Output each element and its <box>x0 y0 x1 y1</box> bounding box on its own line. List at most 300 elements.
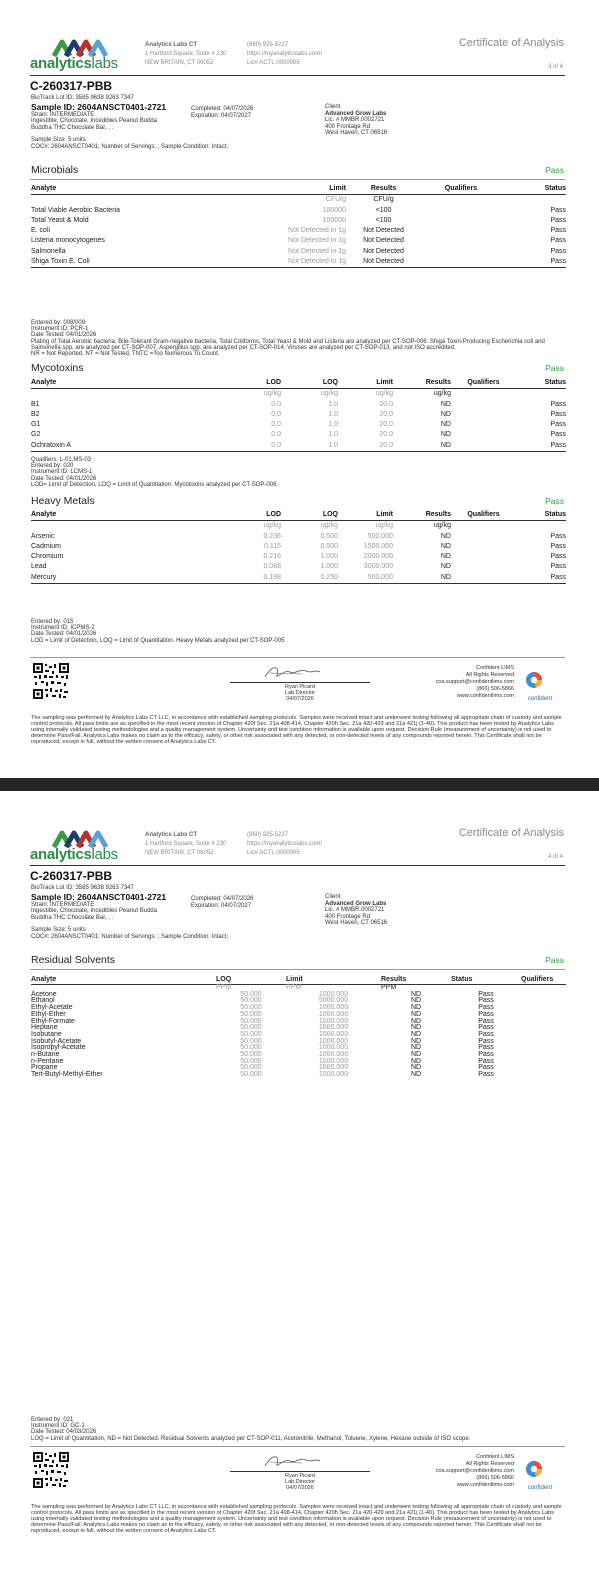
lims-website[interactable]: www.confidentlims.com <box>456 1482 514 1488</box>
table-row <box>31 216 566 226</box>
sample-info <box>31 95 228 151</box>
value-cell: ND <box>410 1037 422 1045</box>
table-row <box>31 542 566 552</box>
sample-info <box>31 885 228 941</box>
value-cell: ND <box>440 542 451 550</box>
value-cell: Not Detected <box>363 227 404 235</box>
confident-wordmark: confident <box>527 696 553 702</box>
analyte-cell: n-Butane <box>31 1051 60 1059</box>
value-cell: 1000.000 <box>318 990 349 998</box>
analyte-cell: Ethanol <box>31 997 55 1005</box>
value-cell <box>421 216 501 226</box>
lims-phone: (866) 506-5866 <box>476 686 514 692</box>
value-cell: ND <box>410 1057 422 1065</box>
dates-block <box>191 106 253 119</box>
value-cell: Pass <box>550 237 566 245</box>
value-cell: 50.000 <box>240 1017 262 1025</box>
value-cell: 50.000 <box>240 1030 262 1038</box>
signatory-date: 04/07/2026 <box>286 696 314 702</box>
value-cell: Pass <box>550 227 566 235</box>
analyte-cell: Ochratoxin A <box>31 441 231 452</box>
value-cell: Pass <box>478 1004 494 1012</box>
signature-line <box>230 682 370 683</box>
analyte-cell: G1 <box>31 421 41 429</box>
value-cell: ND <box>440 563 451 571</box>
value-cell <box>521 1059 566 1066</box>
client-name: Advanced Grow Labs <box>325 110 387 117</box>
product-name: Buddha THC Chocolate Bar, , . <box>31 914 114 921</box>
residual-solvents-pass: Pass <box>545 955 564 965</box>
value-cell <box>521 998 566 1005</box>
value-cell: Pass <box>478 1030 494 1038</box>
value-cell: 0.088 <box>263 563 281 571</box>
sample-code: C-260317-PBB <box>30 869 113 883</box>
value-cell: ND <box>410 1010 422 1018</box>
value-cell <box>521 1025 566 1032</box>
column-header: Analyte <box>31 184 271 195</box>
lab-address-1: 1 Hartford Square, Suite # 230 <box>145 51 227 57</box>
value-cell: ND <box>440 421 451 429</box>
analyte-cell: Acetone <box>31 990 57 998</box>
lab-contact-block <box>247 41 322 68</box>
value-cell: 100000 <box>322 216 346 224</box>
value-cell: Pass <box>550 206 566 214</box>
table-row <box>31 573 566 584</box>
value-cell: Pass <box>550 410 566 418</box>
value-cell: ND <box>410 1024 422 1032</box>
biotrack-id: BioTrack Lot ID: 3585 9638 9263 7347 <box>31 885 134 891</box>
solvents-rule <box>30 969 565 970</box>
unit-cell: ug/kg <box>263 522 281 530</box>
note-line: Date Tested: 04/01/2026 <box>31 332 97 339</box>
value-cell: 1000.000 <box>318 1030 349 1038</box>
value-cell: 1000.000 <box>318 1057 349 1065</box>
value-cell: Pass <box>516 441 566 452</box>
value-cell: ND <box>410 1071 422 1079</box>
signatory-title: Lab Director <box>285 690 315 696</box>
table-row <box>31 552 566 562</box>
value-cell <box>521 1032 566 1039</box>
signature-image <box>262 663 322 683</box>
logo-word-a: analytics <box>30 846 92 863</box>
unit-cell <box>451 389 516 400</box>
client-label: Client <box>325 894 341 900</box>
column-header: Qualifiers <box>451 510 516 521</box>
value-cell <box>521 1065 566 1072</box>
sample-id: Sample ID: 2604ANSCT0401-2721 <box>31 891 167 902</box>
lab-license: Lic# ACTL.0000005 <box>247 850 300 856</box>
column-header: Analyte <box>31 975 216 985</box>
value-cell <box>521 1045 566 1052</box>
table-row <box>31 206 566 216</box>
coa-page-3 <box>0 0 599 778</box>
value-cell: Pass <box>550 542 566 550</box>
value-cell: 0.236 <box>263 532 281 540</box>
value-cell: Pass <box>550 532 566 540</box>
value-cell: 50.000 <box>240 1010 262 1018</box>
value-cell: Pass <box>550 563 566 571</box>
lims-line-1: Confident LIMS <box>476 665 514 671</box>
confident-wordmark: confident <box>527 1485 553 1491</box>
note-line: Qualifiers: L-01,MS-03 <box>31 457 92 463</box>
completed-date: Completed: 04/07/2026 <box>191 896 254 902</box>
analyte-cell: Mercury <box>31 573 231 584</box>
analyte-cell: Chromium <box>31 553 64 561</box>
value-cell: ND <box>410 1051 422 1059</box>
value-cell: 50.000 <box>240 1064 262 1072</box>
lab-phone: (860) 925-5227 <box>247 832 289 838</box>
table-row <box>31 562 566 572</box>
value-cell: 20.0 <box>338 441 393 452</box>
analyte-cell: n-Pentane <box>31 1057 64 1065</box>
value-cell: 1.000 <box>320 553 338 561</box>
signatory-block <box>260 684 340 702</box>
client-block <box>325 894 387 927</box>
microbials-pass: Pass <box>545 165 564 175</box>
lab-license: Lic# ACTL.0000005 <box>247 60 300 66</box>
analyte-cell: B1 <box>31 400 40 408</box>
value-cell: 1.0 <box>328 431 338 439</box>
lims-website[interactable]: www.confidentlims.com <box>456 693 514 699</box>
unit-cell <box>31 389 231 400</box>
value-cell: Pass <box>478 1044 494 1052</box>
value-cell <box>451 532 516 542</box>
value-cell <box>451 420 516 430</box>
sample-code: C-260317-PBB <box>30 79 113 93</box>
value-cell: 500.000 <box>367 532 393 540</box>
column-header: Limit <box>271 184 346 195</box>
value-cell: Pass <box>478 997 494 1005</box>
value-cell <box>451 542 516 552</box>
lims-line-2: All Rights Reserved <box>465 672 514 678</box>
note-line: LOD= Limit of Detection, LOQ = Limit of Quantitation. Mycotoxins analyzed per CT-SOP-008. <box>31 481 279 488</box>
value-cell: 1.0 <box>328 421 338 429</box>
value-cell: 50.000 <box>240 1004 262 1012</box>
unit-cell: ug/kg <box>433 390 451 398</box>
value-cell: 0.500 <box>320 542 338 550</box>
mycotoxins-title: Mycotoxins <box>31 362 84 374</box>
value-cell: 0.500 <box>320 532 338 540</box>
analyte-cell: Arsenic <box>31 532 55 540</box>
note-line: LOQ = Limit of Quantitation, ND = Not Detected. Residual Solvents analyzed per CT-SOP-011, Acetonitrile, Methanol, Toluene, Xylene, Hexane outside of ISO scope. <box>31 1435 471 1442</box>
lims-phone: (866) 506-5866 <box>476 1475 514 1481</box>
unit-cell <box>31 985 216 992</box>
analyte-cell: Listeria monocytogenes <box>31 237 105 245</box>
heavy-metals-title: Heavy Metals <box>31 495 95 507</box>
note-line: Date Tested: 04/03/2026 <box>31 1429 97 1436</box>
lab-contact-block <box>247 831 322 858</box>
analyte-cell: B2 <box>31 410 40 418</box>
value-cell <box>521 1039 566 1046</box>
value-cell <box>521 1019 566 1026</box>
lab-phone: (860) 925-5227 <box>247 42 289 48</box>
value-cell <box>421 206 501 216</box>
analyte-cell: Propane <box>31 1064 58 1072</box>
value-cell: 50.000 <box>240 1044 262 1052</box>
footer-rule <box>30 657 565 658</box>
value-cell <box>521 992 566 999</box>
table-row <box>31 247 566 257</box>
value-cell: 0.188 <box>231 573 281 584</box>
value-cell: ND <box>410 1064 422 1072</box>
note-line: NR = Not Reported, NT = Not Tested, TNTC =Too Numerous To Count. <box>31 351 220 358</box>
column-header: LOQ <box>281 378 338 389</box>
value-cell: Pass <box>516 573 566 584</box>
analyte-cell: Shiga Toxin E. Coli <box>31 257 271 268</box>
residual-solvents-title: Residual Solvents <box>31 954 116 966</box>
client-block <box>325 104 387 137</box>
value-cell: 1000.000 <box>318 1071 349 1079</box>
value-cell: 1000.000 <box>318 1010 349 1018</box>
lab-address-2: NEW BRITAIN, CT 06052 <box>145 60 214 66</box>
column-header: Limit <box>338 378 393 389</box>
unit-cell: CFU/g <box>373 196 394 204</box>
value-cell <box>521 1012 566 1019</box>
value-cell: ND <box>410 997 422 1005</box>
qr-code-icon[interactable] <box>33 663 69 699</box>
analyte-cell: Ethyl-Acetate <box>31 1004 73 1012</box>
strain: Strain: INTERMEDIATE <box>31 111 95 118</box>
analyte-cell: Isobutyl-Acetate <box>31 1037 82 1045</box>
table-row <box>31 532 566 542</box>
value-cell: 500.000 <box>338 573 393 584</box>
value-cell: 0.0 <box>271 410 281 418</box>
mycotoxins-table <box>31 378 566 452</box>
value-cell: ND <box>440 553 451 561</box>
value-cell <box>451 573 516 584</box>
note-line: Instrument ID: PCR-1 <box>31 326 89 333</box>
residual-solvents-notes <box>31 1417 566 1442</box>
signatory-title: Lab Director <box>285 1479 315 1485</box>
value-cell: 1.0 <box>281 441 338 452</box>
analyte-cell: Tert-Butyl-Methyl-Ether <box>31 1071 103 1079</box>
value-cell: ND <box>440 532 451 540</box>
doc-title: Certificate of Analysis <box>458 827 564 839</box>
value-cell <box>421 257 501 268</box>
value-cell: Not Detected <box>363 237 404 245</box>
value-cell: ND <box>410 1004 422 1012</box>
table-row <box>31 410 566 420</box>
units-row <box>31 195 566 206</box>
value-cell: Pass <box>550 247 566 255</box>
value-cell: Pass <box>550 421 566 429</box>
unit-cell: ug/kg <box>263 390 281 398</box>
lims-contact <box>436 1454 514 1489</box>
value-cell: 20.0 <box>379 410 393 418</box>
lab-website[interactable]: https://myanalyticslabs.com/ <box>247 51 323 57</box>
value-cell: 0.0 <box>271 431 281 439</box>
column-header: Results <box>346 184 421 195</box>
unit-cell: ug/kg <box>320 522 338 530</box>
value-cell: ND <box>410 1017 422 1025</box>
table-row <box>31 441 566 452</box>
value-cell: ND <box>440 410 451 418</box>
column-header: Limit <box>338 510 393 521</box>
heavy-metals-pass: Pass <box>545 496 564 506</box>
microbials-notes <box>31 320 566 357</box>
confident-logo <box>524 670 556 702</box>
value-cell: 50.000 <box>240 1051 262 1059</box>
column-header: Status <box>516 510 566 521</box>
product-name: Buddha THC Chocolate Bar, , . <box>31 124 114 131</box>
mycotoxins-notes <box>31 457 566 488</box>
column-header: Status <box>501 184 566 195</box>
value-cell: ND <box>410 990 422 998</box>
sample-size: Sample Size: 5 units <box>31 927 86 934</box>
confident-logo-icon <box>524 1459 544 1479</box>
unit-cell <box>501 195 566 206</box>
table-row <box>31 226 566 236</box>
unit-cell: ug/kg <box>375 522 393 530</box>
analyte-cell: Cadmium <box>31 542 61 550</box>
value-cell <box>451 410 516 420</box>
value-cell: <100 <box>375 206 392 214</box>
client-license: Lic. # MMBR.0002721 <box>325 907 385 914</box>
value-cell: <100 <box>375 216 392 224</box>
table-header-row <box>31 184 566 195</box>
lims-line-2: All Rights Reserved <box>465 1461 514 1467</box>
lab-website[interactable]: https://myanalyticslabs.com/ <box>247 841 323 847</box>
lims-contact <box>436 665 514 700</box>
analyte-cell: Ethyl-Formate <box>31 1017 75 1025</box>
page-separator <box>0 778 599 791</box>
unit-cell: ug/kg <box>320 390 338 398</box>
value-cell: 1.0 <box>328 400 338 408</box>
value-cell: 50.000 <box>240 997 262 1005</box>
value-cell: Pass <box>478 1010 494 1018</box>
client-street: 400 Frontage Rd <box>325 123 371 130</box>
note-line: Date Tested: 04/01/2026 <box>31 631 97 638</box>
lims-line-1: Confident LIMS <box>476 1454 514 1460</box>
value-cell: Pass <box>478 990 494 998</box>
unit-cell <box>516 521 566 532</box>
unit-cell: PPM <box>216 984 232 991</box>
sample-size: Sample Size: 5 units <box>31 137 86 144</box>
page-number: 3 of 4 <box>547 64 563 70</box>
column-header: LOD <box>231 378 281 389</box>
analyte-cell: Total Viable Aerobic Bacteria <box>31 206 120 214</box>
note-line: Entered by: 008/009 <box>31 320 86 326</box>
product-type: Ingestible, Chocolate, Incedibles Peanut Budda <box>31 118 158 125</box>
lab-address-block <box>145 831 226 858</box>
column-header: Results <box>393 378 451 389</box>
value-cell: Pass <box>550 216 566 224</box>
signatory-date: 04/07/2026 <box>286 1485 314 1491</box>
value-cell: 3000.000 <box>363 563 393 571</box>
client-license: Lic. # MMBR.0002721 <box>325 117 385 124</box>
table-row <box>31 430 566 440</box>
column-header: Analyte <box>31 510 231 521</box>
sample-id: Sample ID: 2604ANSCT0401-2721 <box>31 101 167 112</box>
column-header: Qualifiers <box>521 975 566 985</box>
value-cell: 50.000 <box>240 1057 262 1065</box>
value-cell: Pass <box>478 1017 494 1025</box>
value-cell <box>451 430 516 440</box>
footer-rule <box>30 1446 565 1447</box>
analyte-cell: G2 <box>31 431 41 439</box>
value-cell: ND <box>440 400 451 408</box>
value-cell: 1000.000 <box>318 1017 349 1025</box>
column-header: Status <box>451 975 521 985</box>
value-cell: 1500.000 <box>363 542 393 550</box>
note-line: Instrument ID: GC-1 <box>31 1423 85 1430</box>
value-cell: 1000.000 <box>318 1064 349 1072</box>
value-cell: 50.000 <box>240 1037 262 1045</box>
table-row <box>31 1072 566 1079</box>
value-cell: 1000.000 <box>318 1044 349 1052</box>
lab-address-block <box>145 41 226 68</box>
table-header-row <box>31 378 566 389</box>
client-city: West Haven, CT 06516 <box>325 920 388 927</box>
value-cell: 1000.000 <box>318 1051 349 1059</box>
microbials-table <box>31 184 566 268</box>
heavy-metals-table <box>31 510 566 584</box>
completed-date: Completed: 04/07/2026 <box>191 106 254 112</box>
value-cell: ND <box>410 1030 422 1038</box>
value-cell: ND <box>393 441 451 452</box>
lab-name: Analytics Labs CT <box>145 42 198 48</box>
qr-code-icon[interactable] <box>33 1452 69 1488</box>
header-divider <box>30 865 565 866</box>
value-cell: 50.000 <box>240 1024 262 1032</box>
column-header: Qualifiers <box>421 184 501 195</box>
logo-word-b: labs <box>91 846 118 863</box>
disclaimer: The sampling was performed by Analytics Labs CT LLC, in accordance with established sampling protocols. Samples were received intact and underwent testing following all appropriate chain of custody and sample control protocols. All pass limits are as specified in the most recent version of Chapter 420f Sec. 21a 408-414, Chapter 420h Sec. 21a 420-429 and 21a 421j (1-40). This product has been tested by Analytics Labs using internally validated testing methodologies and a quality management system. Uncertainty and test condition information is available upon request. Decision Rule (measurement of uncertainty) is not used to determine Pass/Fail. Analytics Labs makes no claim as to the efficacy, safety, or other risk associated with any detected, or non-detected levels of any compounds reported herein. This Certificate shall not be reproduced, except in full, without the written consent of Analytics Labs CT. <box>31 715 562 745</box>
value-cell <box>521 1052 566 1059</box>
lab-address-1: 1 Hartford Square, Suite # 230 <box>145 841 227 847</box>
unit-cell: CFU/g <box>325 196 346 204</box>
expiration-date: Expiration: 04/07/2027 <box>191 112 252 119</box>
value-cell: 0.0 <box>271 421 281 429</box>
microbials-rule <box>30 179 565 180</box>
coc-line: COC#: 2604ANSCT0401; Number of Servings: ; Sample Condition: Intact; <box>31 933 229 940</box>
biotrack-id: BioTrack Lot ID: 3585 9638 9263 7347 <box>31 95 134 101</box>
units-row <box>31 521 566 532</box>
analyte-cell: Isopropyl-Acetate <box>31 1044 86 1052</box>
unit-cell: PPM <box>286 984 302 991</box>
logo-wordmark <box>30 55 118 72</box>
value-cell: 50.000 <box>240 1071 262 1079</box>
unit-cell <box>451 521 516 532</box>
client-city: West Haven, CT 06516 <box>325 130 388 137</box>
analyte-cell: Isobutane <box>31 1030 62 1038</box>
value-cell: Pass <box>478 1037 494 1045</box>
value-cell: Pass <box>478 1071 494 1079</box>
value-cell: 5000.000 <box>318 997 349 1005</box>
value-cell: 0.216 <box>263 553 281 561</box>
value-cell: 50.000 <box>240 990 262 998</box>
strain: Strain: INTERMEDIATE <box>31 901 95 908</box>
table-row <box>31 257 566 268</box>
value-cell: Not Detected in 1g <box>288 247 346 255</box>
value-cell: 0.0 <box>271 400 281 408</box>
value-cell <box>451 441 516 452</box>
lims-email[interactable]: coa.support@confidentlims.com <box>435 679 514 685</box>
column-header: Status <box>516 378 566 389</box>
lims-email[interactable]: coa.support@confidentlims.com <box>435 1468 514 1474</box>
signatory-block <box>260 1473 340 1491</box>
value-cell: Pass <box>550 431 566 439</box>
value-cell: 20.0 <box>379 431 393 439</box>
header-divider <box>30 75 565 76</box>
dates-block <box>191 896 253 909</box>
value-cell <box>521 1005 566 1012</box>
column-header: Qualifiers <box>451 378 516 389</box>
value-cell: Pass <box>550 553 566 561</box>
value-cell: 0.250 <box>281 573 338 584</box>
confident-logo <box>524 1459 556 1491</box>
value-cell: Not Detected in 1g <box>288 237 346 245</box>
